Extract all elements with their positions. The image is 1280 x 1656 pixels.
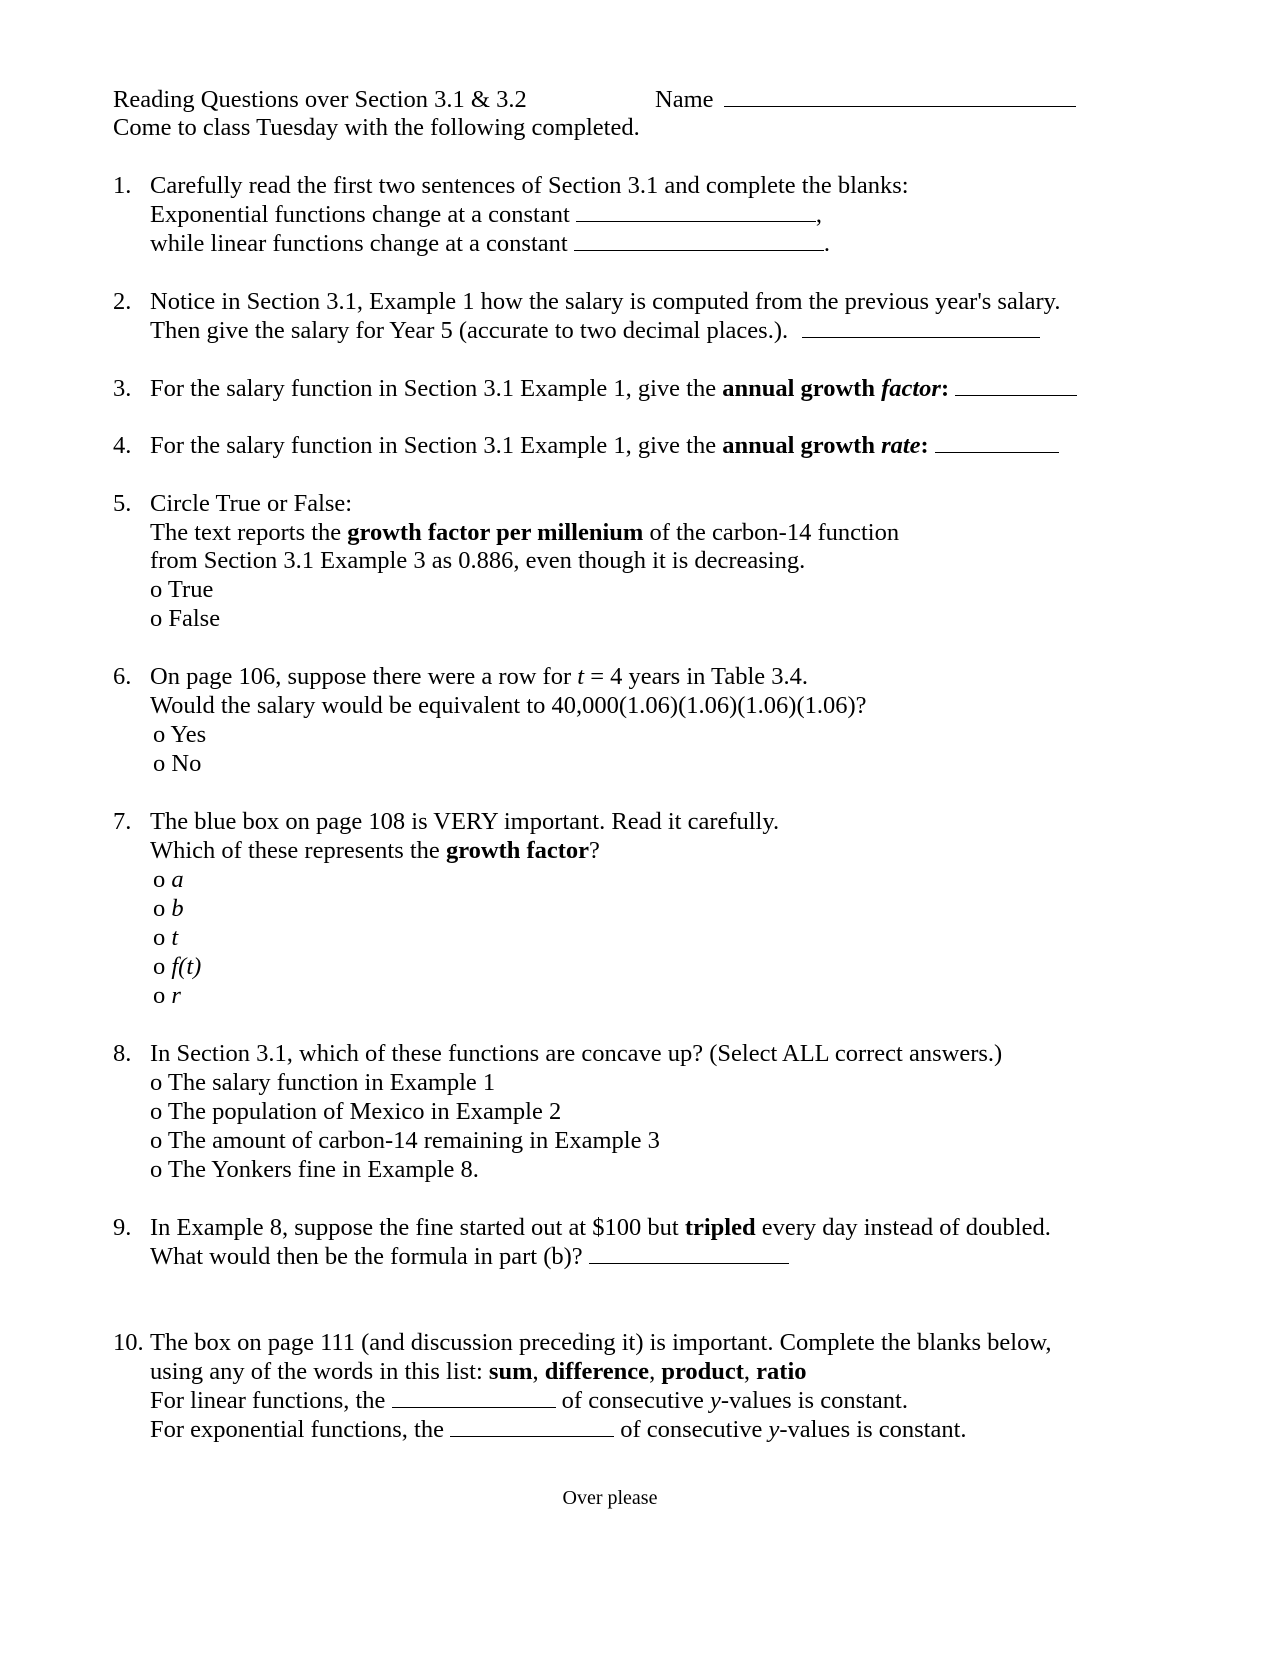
name-label: Name [655,86,714,113]
question-2-line-2: Then give the salary for Year 5 (accurate to two decimal places.). [150,317,1040,345]
option-yes[interactable]: o Yes [153,721,207,748]
question-1-number: 1. [113,172,132,199]
answer-blank-2 [802,317,1040,338]
option-r[interactable]: o r [153,982,181,1009]
answer-blank-4 [935,432,1059,453]
question-9-number: 9. [113,1214,132,1241]
option-a[interactable]: o a [153,866,184,893]
option-yonkers-fine[interactable]: o The Yonkers fine in Example 8. [150,1156,479,1183]
question-7-number: 7. [113,808,132,835]
question-10-text: The box on page 111 (and discussion preceding it) is important. Complete the blanks below, [150,1329,1052,1356]
question-7-text: The blue box on page 108 is VERY important. Read it carefully. [150,808,780,835]
question-5-number: 5. [113,490,132,517]
question-6-text: On page 106, suppose there were a row for t = 4 years in Table 3.4. [150,663,808,690]
question-3-number: 3. [113,375,132,402]
option-salary-function[interactable]: o The salary function in Example 1 [150,1069,496,1096]
worksheet-title: Reading Questions over Section 3.1 & 3.2 [113,86,527,113]
question-6-line-2: Would the salary would be equivalent to 40,000(1.06)(1.06)(1.06)(1.06)? [150,692,867,719]
question-5-line-3: from Section 3.1 Example 3 as 0.886, even though it is decreasing. [150,547,806,574]
question-2-text: Notice in Section 3.1, Example 1 how the salary is computed from the previous year's salary. [150,288,1061,315]
question-7-line-2: Which of these represents the growth factor? [150,837,600,864]
footer-note: Over please [562,1487,658,1509]
question-9-line-2: What would then be the formula in part (b)? [150,1243,789,1271]
question-6-number: 6. [113,663,132,690]
option-f-of-t[interactable]: o f(t) [153,953,202,980]
option-true[interactable]: o True [150,576,214,603]
option-carbon-14[interactable]: o The amount of carbon-14 remaining in Example 3 [150,1127,660,1154]
question-3-text: For the salary function in Section 3.1 Example 1, give the annual growth factor: [150,375,1077,403]
question-5-text: Circle True or False: [150,490,353,517]
answer-blank-10a [392,1387,556,1408]
question-8-number: 8. [113,1040,132,1067]
question-4-number: 4. [113,432,132,459]
question-2-number: 2. [113,288,132,315]
question-1-line-3: while linear functions change at a constant . [150,230,830,257]
question-10-word-list: using any of the words in this list: sum, difference, product, ratio [150,1358,807,1385]
question-10-exponential: For exponential functions, the of consecutive y-values is constant. [150,1416,967,1443]
question-10-linear: For linear functions, the of consecutive y-values is constant. [150,1387,908,1414]
option-no[interactable]: o No [153,750,202,777]
question-8-text: In Section 3.1, which of these functions are concave up? (Select ALL correct answers.) [150,1040,1003,1067]
question-10-number: 10. [113,1329,144,1356]
question-1-line-2: Exponential functions change at a constant , [150,201,823,228]
answer-blank-3 [955,375,1077,396]
name-field [655,86,1076,114]
option-t[interactable]: o t [153,924,179,951]
answer-blank-10b [450,1416,614,1437]
option-false[interactable]: o False [150,605,221,632]
question-1-text: Carefully read the first two sentences of Section 3.1 and complete the blanks: [150,172,909,199]
question-5-line-2: The text reports the growth factor per millenium of the carbon-14 function [150,519,900,546]
answer-blank-1a [576,201,816,222]
name-blank [724,86,1076,107]
answer-blank-9 [589,1243,789,1264]
option-b[interactable]: o b [153,895,184,922]
option-population-mexico[interactable]: o The population of Mexico in Example 2 [150,1098,562,1125]
question-9-text: In Example 8, suppose the fine started out at $100 but tripled every day instead of doubled. [150,1214,1051,1241]
question-4-text: For the salary function in Section 3.1 Example 1, give the annual growth rate: [150,432,1059,460]
instructions: Come to class Tuesday with the following completed. [113,114,640,141]
answer-blank-1b [574,230,824,251]
